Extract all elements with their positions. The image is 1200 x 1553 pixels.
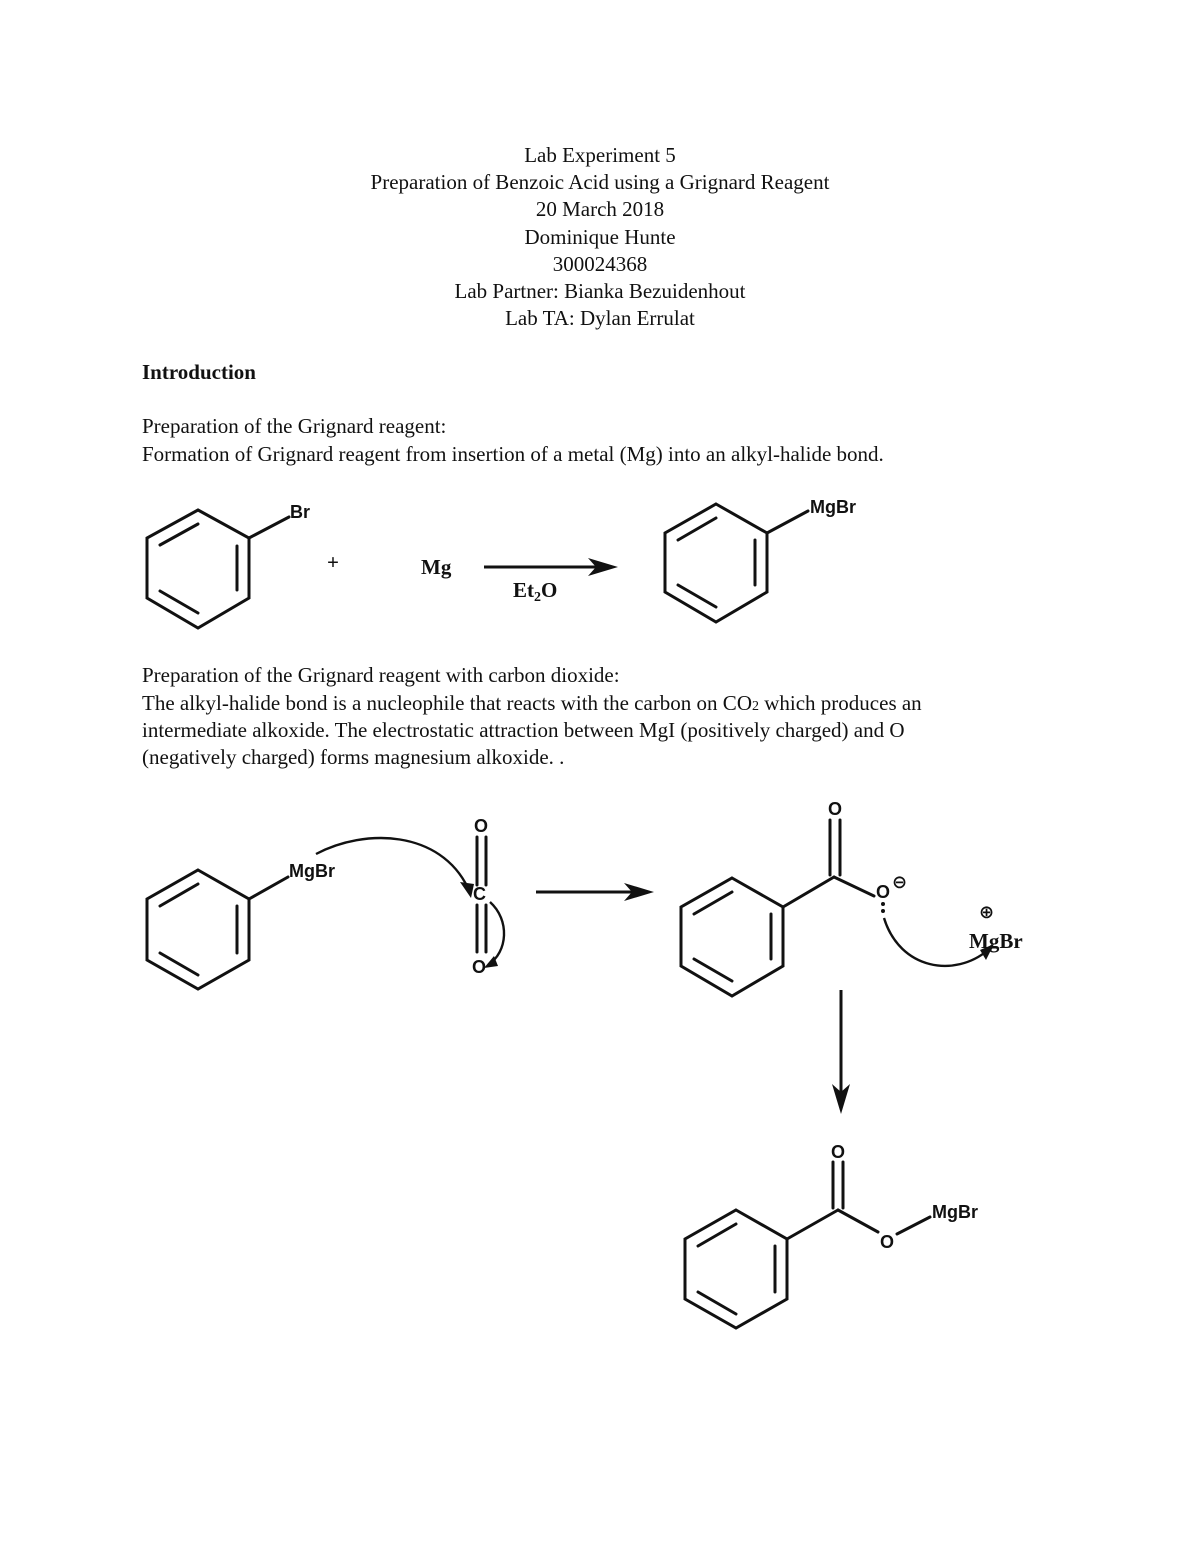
phenyl-grignard-structure <box>147 861 335 989</box>
grignard-mgbr-label: MgBr <box>289 861 335 881</box>
lab-ta: Lab TA: Dylan Errulat <box>505 306 695 331</box>
co2-top-oxygen: O <box>474 816 489 836</box>
bromobenzene-structure <box>147 502 310 628</box>
document-title: Lab Experiment 5 <box>524 143 676 167</box>
section2-line2: intermediate alkoxide. The electrostatic attraction between MgI (positively charged) and O <box>142 718 905 742</box>
section1-text: Formation of Grignard reagent from insertion of a metal (Mg) into an alkyl-halide bond. <box>142 442 884 466</box>
co2-bottom-oxygen: O <box>472 957 487 977</box>
bromine-label: Br <box>290 502 311 522</box>
benzoate-intermediate-structure <box>681 799 1023 996</box>
magnesium-benzoate-structure <box>685 1142 978 1328</box>
section2-line3: (negatively charged) forms magnesium alkoxide. . <box>142 745 565 769</box>
mgbr-product-label: MgBr <box>810 497 856 517</box>
student-id: 300024368 <box>552 251 648 276</box>
section2-title: Preparation of the Grignard reagent with carbon dioxide: <box>142 663 620 687</box>
carboxylate-oxygen: O <box>876 882 891 902</box>
negative-charge: ⊖ <box>892 872 908 892</box>
product-mgbr-label: MgBr <box>932 1202 978 1222</box>
magnesium-label: Mg <box>421 555 452 579</box>
lab-partner: Lab Partner: Bianka Bezuidenhout <box>454 279 746 304</box>
product-ester-oxygen: O <box>880 1232 895 1252</box>
positive-charge: ⊕ <box>979 902 995 922</box>
reaction-arrow-3 <box>832 990 850 1114</box>
introduction-heading: Introduction <box>142 360 256 384</box>
document-header <box>0 142 1200 332</box>
solvent-label: Et2O <box>513 578 558 605</box>
section1-title: Preparation of the Grignard reagent: <box>142 414 447 438</box>
reaction-scheme-2 <box>0 790 1200 1350</box>
section2-line1: The alkyl-halide bond is a nucleophile that reacts with the carbon on CO2 which produces an <box>142 691 922 715</box>
carbonyl-oxygen: O <box>828 799 843 819</box>
document-date: 20 March 2018 <box>535 197 665 222</box>
reaction-arrow-2 <box>536 883 654 901</box>
plus-sign: + <box>327 550 339 574</box>
reaction-arrow-1 <box>484 558 618 576</box>
reaction-scheme-1 <box>0 490 1200 640</box>
phenylmagnesium-bromide-structure <box>665 497 856 622</box>
author-name: Dominique Hunte <box>524 224 676 249</box>
counterion-mgbr: MgBr <box>969 929 1023 953</box>
document-subtitle: Preparation of Benzoic Acid using a Grignard Reagent <box>370 170 830 195</box>
product-carbonyl-oxygen: O <box>831 1142 846 1162</box>
nucleophilic-attack-arrow <box>316 838 474 898</box>
carbon-dioxide-structure <box>472 816 504 977</box>
co2-carbon: C <box>473 884 486 904</box>
